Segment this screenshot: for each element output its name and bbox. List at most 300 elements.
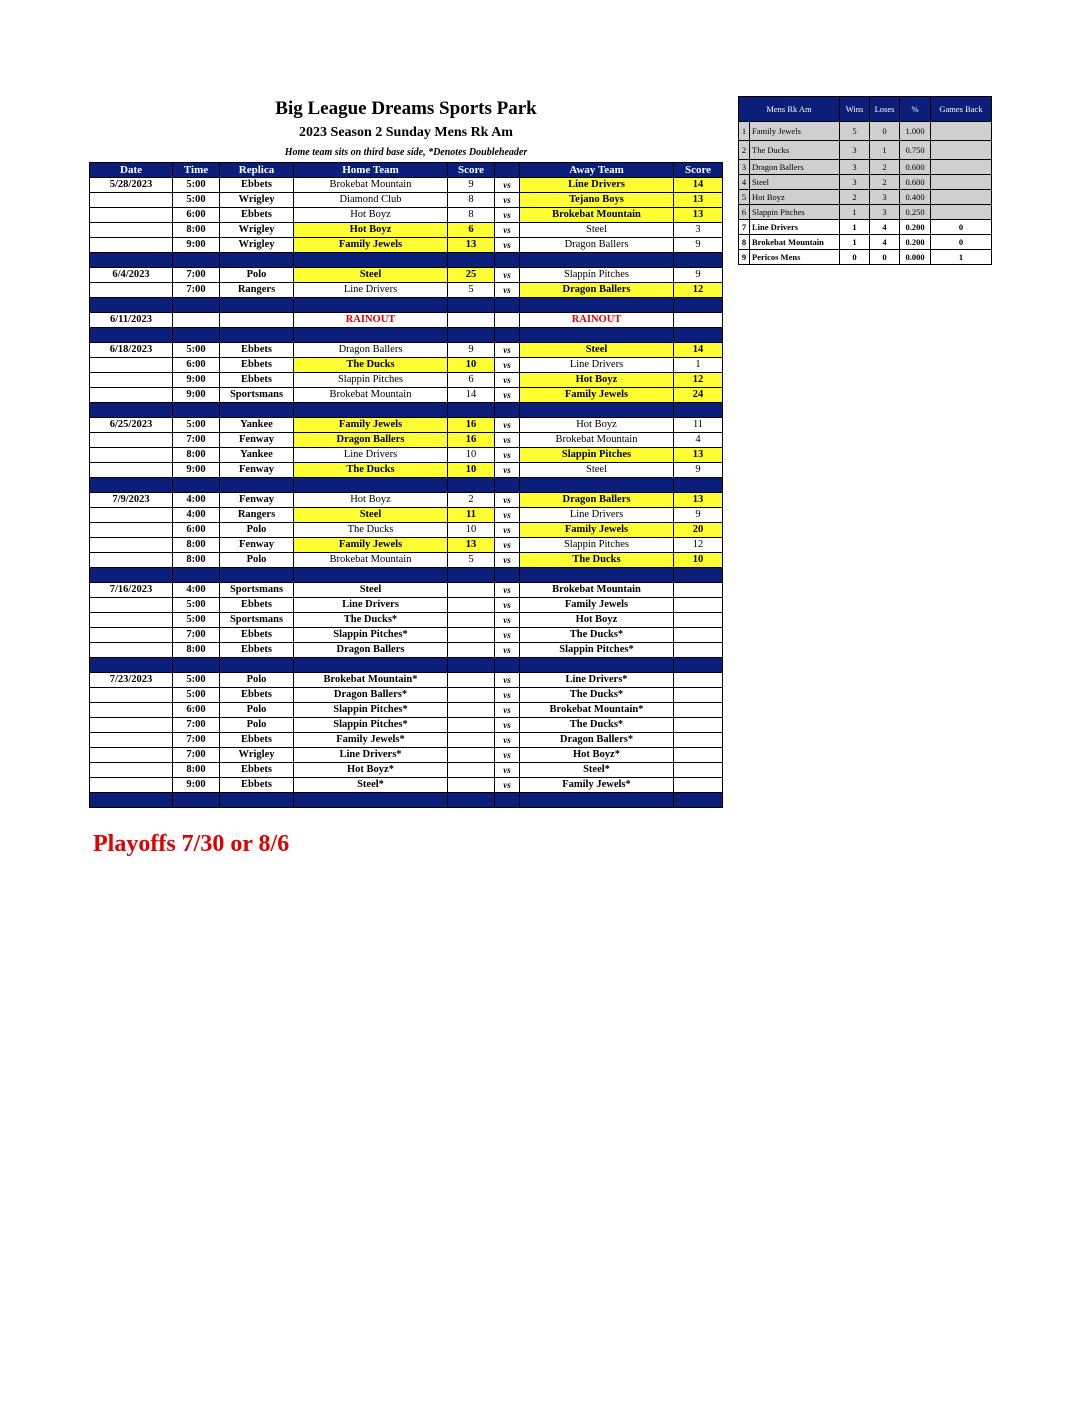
versus-label: vs xyxy=(495,718,520,733)
versus-label: vs xyxy=(495,238,520,253)
game-date xyxy=(90,598,173,613)
game-row xyxy=(90,703,723,718)
game-field: Ebbets xyxy=(220,178,294,193)
game-field: Fenway xyxy=(220,463,294,478)
game-date xyxy=(90,628,173,643)
game-row xyxy=(90,718,723,733)
away-score xyxy=(674,778,723,793)
game-time: 7:00 xyxy=(173,628,220,643)
standings-header-row xyxy=(739,97,992,122)
home-team: Hot Boyz xyxy=(294,208,448,223)
game-row xyxy=(90,673,723,688)
away-team: Hot Boyz xyxy=(520,373,674,388)
standings-losses: 0 xyxy=(870,250,900,265)
standings-column-header: Wins xyxy=(840,97,870,122)
standings-team: Hot Boyz xyxy=(750,190,840,205)
home-team: Slappin Pitches* xyxy=(294,718,448,733)
game-date xyxy=(90,763,173,778)
home-score: 6 xyxy=(448,373,495,388)
away-team: Brokebat Mountain* xyxy=(520,703,674,718)
away-score xyxy=(674,313,723,328)
standings-column-header: Games Back xyxy=(931,97,992,122)
standings-games-back xyxy=(931,205,992,220)
home-score: 10 xyxy=(448,463,495,478)
standings-rank: 9 xyxy=(739,250,750,265)
game-date: 7/9/2023 xyxy=(90,493,173,508)
schedule-note: Home team sits on third base side, *Denotes Doubleheader xyxy=(284,147,528,158)
home-score: 11 xyxy=(448,508,495,523)
standings-games-back: 0 xyxy=(931,235,992,250)
away-score: 4 xyxy=(674,433,723,448)
game-time: 5:00 xyxy=(173,343,220,358)
home-score: 6 xyxy=(448,223,495,238)
away-score xyxy=(674,598,723,613)
game-field: Polo xyxy=(220,268,294,283)
away-score: 9 xyxy=(674,508,723,523)
standings-team: Brokebat Mountain xyxy=(750,235,840,250)
game-date xyxy=(90,718,173,733)
home-score: 16 xyxy=(448,433,495,448)
game-row xyxy=(90,733,723,748)
away-score: 14 xyxy=(674,178,723,193)
game-field: Ebbets xyxy=(220,688,294,703)
standings-row xyxy=(739,141,992,160)
game-time: 8:00 xyxy=(173,223,220,238)
versus-label: vs xyxy=(495,208,520,223)
away-team: Brokebat Mountain xyxy=(520,583,674,598)
game-field: Ebbets xyxy=(220,358,294,373)
game-date xyxy=(90,223,173,238)
away-score: 13 xyxy=(674,208,723,223)
game-row xyxy=(90,178,723,193)
game-row xyxy=(90,448,723,463)
home-score: 2 xyxy=(448,493,495,508)
versus-label: vs xyxy=(495,523,520,538)
versus-label: vs xyxy=(495,448,520,463)
game-field: Polo xyxy=(220,553,294,568)
game-row xyxy=(90,238,723,253)
home-score xyxy=(448,583,495,598)
home-team: Family Jewels xyxy=(294,418,448,433)
standings-percent: 0.600 xyxy=(900,175,931,190)
away-team: RAINOUT xyxy=(520,313,674,328)
away-team: Line Drivers* xyxy=(520,673,674,688)
standings-row xyxy=(739,220,992,235)
schedule-table xyxy=(89,162,723,808)
home-score: 5 xyxy=(448,283,495,298)
game-field: Polo xyxy=(220,673,294,688)
standings-wins: 3 xyxy=(840,160,870,175)
home-team: Steel* xyxy=(294,778,448,793)
game-time: 8:00 xyxy=(173,643,220,658)
game-time: 4:00 xyxy=(173,508,220,523)
away-score: 13 xyxy=(674,448,723,463)
game-time: 7:00 xyxy=(173,733,220,748)
versus-label: vs xyxy=(495,688,520,703)
away-team: The Ducks* xyxy=(520,718,674,733)
standings-percent: 0.400 xyxy=(900,190,931,205)
home-score: 8 xyxy=(448,193,495,208)
standings-games-back: 0 xyxy=(931,220,992,235)
home-team: Line Drivers xyxy=(294,448,448,463)
standings-games-back xyxy=(931,141,992,160)
standings-percent: 0.250 xyxy=(900,205,931,220)
versus-label: vs xyxy=(495,673,520,688)
home-team: Steel xyxy=(294,508,448,523)
game-date: 6/18/2023 xyxy=(90,343,173,358)
standings-row xyxy=(739,160,992,175)
game-field: Polo xyxy=(220,718,294,733)
game-field: Polo xyxy=(220,703,294,718)
game-time: 7:00 xyxy=(173,433,220,448)
standings-team: Steel xyxy=(750,175,840,190)
standings-team: Family Jewels xyxy=(750,122,840,141)
away-team: Line Drivers xyxy=(520,358,674,373)
versus-label: vs xyxy=(495,193,520,208)
game-field: Fenway xyxy=(220,538,294,553)
week-separator xyxy=(90,478,723,493)
standings-team: Slappin Pitches xyxy=(750,205,840,220)
away-team: Family Jewels xyxy=(520,523,674,538)
versus-label: vs xyxy=(495,268,520,283)
standings-row xyxy=(739,175,992,190)
versus-label: vs xyxy=(495,508,520,523)
game-date: 7/16/2023 xyxy=(90,583,173,598)
versus-label: vs xyxy=(495,763,520,778)
standings-percent: 1.000 xyxy=(900,122,931,141)
standings-wins: 3 xyxy=(840,141,870,160)
versus-label: vs xyxy=(495,703,520,718)
game-field: Ebbets xyxy=(220,643,294,658)
standings-losses: 2 xyxy=(870,175,900,190)
game-date: 7/23/2023 xyxy=(90,673,173,688)
game-time: 6:00 xyxy=(173,523,220,538)
home-score xyxy=(448,733,495,748)
away-score: 13 xyxy=(674,193,723,208)
standings-wins: 1 xyxy=(840,220,870,235)
home-team: Dragon Ballers xyxy=(294,643,448,658)
away-team: Slappin Pitches xyxy=(520,538,674,553)
away-team: Line Drivers xyxy=(520,508,674,523)
versus-label: vs xyxy=(495,553,520,568)
game-row xyxy=(90,628,723,643)
away-score xyxy=(674,628,723,643)
home-team: Brokebat Mountain* xyxy=(294,673,448,688)
game-row xyxy=(90,538,723,553)
column-header: Time xyxy=(173,163,220,178)
versus-label: vs xyxy=(495,223,520,238)
game-date xyxy=(90,238,173,253)
away-team: Dragon Ballers xyxy=(520,238,674,253)
versus-label: vs xyxy=(495,418,520,433)
home-score: 13 xyxy=(448,238,495,253)
away-team: Line Drivers xyxy=(520,178,674,193)
home-score: 8 xyxy=(448,208,495,223)
column-header: Away Team xyxy=(520,163,674,178)
game-field: Ebbets xyxy=(220,733,294,748)
versus-label: vs xyxy=(495,373,520,388)
game-row xyxy=(90,343,723,358)
game-row xyxy=(90,358,723,373)
game-date xyxy=(90,613,173,628)
schedule-header-row xyxy=(90,163,723,178)
away-team: Steel xyxy=(520,463,674,478)
away-score: 12 xyxy=(674,373,723,388)
game-time: 9:00 xyxy=(173,463,220,478)
game-date xyxy=(90,463,173,478)
home-score: 25 xyxy=(448,268,495,283)
home-team: Line Drivers xyxy=(294,598,448,613)
game-row xyxy=(90,643,723,658)
game-time: 7:00 xyxy=(173,283,220,298)
away-score: 9 xyxy=(674,268,723,283)
game-field: Yankee xyxy=(220,448,294,463)
away-team: Family Jewels xyxy=(520,598,674,613)
week-separator xyxy=(90,253,723,268)
versus-label: vs xyxy=(495,643,520,658)
game-row xyxy=(90,508,723,523)
versus-label: vs xyxy=(495,358,520,373)
home-score: 9 xyxy=(448,343,495,358)
game-row xyxy=(90,433,723,448)
home-team: Hot Boyz xyxy=(294,493,448,508)
game-time: 5:00 xyxy=(173,193,220,208)
standings-losses: 4 xyxy=(870,220,900,235)
standings-losses: 2 xyxy=(870,160,900,175)
home-score: 10 xyxy=(448,523,495,538)
week-separator xyxy=(90,568,723,583)
game-field: Ebbets xyxy=(220,763,294,778)
home-team: Line Drivers* xyxy=(294,748,448,763)
standings-row xyxy=(739,235,992,250)
home-team: The Ducks xyxy=(294,358,448,373)
game-field: Fenway xyxy=(220,433,294,448)
game-time: 6:00 xyxy=(173,358,220,373)
standings-column-header: Loses xyxy=(870,97,900,122)
week-separator xyxy=(90,793,723,808)
standings-team: The Ducks xyxy=(750,141,840,160)
away-team: The Ducks xyxy=(520,553,674,568)
game-date xyxy=(90,748,173,763)
away-score: 9 xyxy=(674,463,723,478)
versus-label: vs xyxy=(495,463,520,478)
game-date xyxy=(90,388,173,403)
home-score xyxy=(448,598,495,613)
standings-rank: 7 xyxy=(739,220,750,235)
game-date xyxy=(90,508,173,523)
away-team: Brokebat Mountain xyxy=(520,433,674,448)
game-field: Fenway xyxy=(220,493,294,508)
home-score xyxy=(448,673,495,688)
versus-label: vs xyxy=(495,388,520,403)
standings-row xyxy=(739,122,992,141)
home-team: The Ducks xyxy=(294,463,448,478)
away-score xyxy=(674,703,723,718)
game-time: 8:00 xyxy=(173,538,220,553)
standings-percent: 0.200 xyxy=(900,220,931,235)
away-score xyxy=(674,583,723,598)
game-row xyxy=(90,688,723,703)
standings-percent: 0.200 xyxy=(900,235,931,250)
standings-losses: 4 xyxy=(870,235,900,250)
game-date xyxy=(90,523,173,538)
away-team: Steel xyxy=(520,223,674,238)
standings-division-header: Mens Rk Am xyxy=(739,97,840,122)
home-team: Dragon Ballers xyxy=(294,433,448,448)
home-team: Hot Boyz* xyxy=(294,763,448,778)
home-team: Line Drivers xyxy=(294,283,448,298)
game-time: 9:00 xyxy=(173,388,220,403)
home-team: The Ducks xyxy=(294,523,448,538)
game-field: Wrigley xyxy=(220,238,294,253)
week-separator xyxy=(90,403,723,418)
game-row xyxy=(90,208,723,223)
versus-label: vs xyxy=(495,493,520,508)
home-team: Dragon Ballers* xyxy=(294,688,448,703)
standings-wins: 3 xyxy=(840,175,870,190)
week-separator xyxy=(90,328,723,343)
home-score: 10 xyxy=(448,358,495,373)
game-time: 7:00 xyxy=(173,718,220,733)
season-subtitle: 2023 Season 2 Sunday Mens Rk Am xyxy=(299,125,513,140)
game-time: 7:00 xyxy=(173,268,220,283)
away-team: Slappin Pitches xyxy=(520,448,674,463)
away-team: Slappin Pitches xyxy=(520,268,674,283)
game-time: 6:00 xyxy=(173,208,220,223)
game-field: Ebbets xyxy=(220,373,294,388)
away-team: Brokebat Mountain xyxy=(520,208,674,223)
home-team: Family Jewels xyxy=(294,238,448,253)
away-score: 24 xyxy=(674,388,723,403)
standings-games-back xyxy=(931,122,992,141)
standings-losses: 3 xyxy=(870,190,900,205)
game-time: 5:00 xyxy=(173,613,220,628)
game-field: Rangers xyxy=(220,283,294,298)
versus-label: vs xyxy=(495,778,520,793)
game-time xyxy=(173,313,220,328)
game-date xyxy=(90,553,173,568)
standings-games-back xyxy=(931,190,992,205)
standings-row xyxy=(739,190,992,205)
game-field: Sportsmans xyxy=(220,583,294,598)
home-team: Dragon Ballers xyxy=(294,343,448,358)
home-score xyxy=(448,643,495,658)
game-row xyxy=(90,778,723,793)
game-row xyxy=(90,553,723,568)
standings-rank: 3 xyxy=(739,160,750,175)
game-row xyxy=(90,463,723,478)
game-date xyxy=(90,283,173,298)
game-date xyxy=(90,448,173,463)
away-score xyxy=(674,733,723,748)
standings-table xyxy=(738,96,992,265)
home-score: 5 xyxy=(448,553,495,568)
game-date xyxy=(90,193,173,208)
away-score xyxy=(674,748,723,763)
game-date xyxy=(90,538,173,553)
standings-losses: 0 xyxy=(870,122,900,141)
versus-label: vs xyxy=(495,628,520,643)
home-score: 14 xyxy=(448,388,495,403)
game-row xyxy=(90,493,723,508)
home-score: 9 xyxy=(448,178,495,193)
game-date xyxy=(90,733,173,748)
column-header: Score xyxy=(674,163,723,178)
game-row xyxy=(90,223,723,238)
game-row xyxy=(90,388,723,403)
game-row xyxy=(90,268,723,283)
game-row xyxy=(90,283,723,298)
standings-rank: 1 xyxy=(739,122,750,141)
game-row xyxy=(90,313,723,328)
game-time: 8:00 xyxy=(173,553,220,568)
standings-percent: 0.000 xyxy=(900,250,931,265)
away-team: Dragon Ballers xyxy=(520,283,674,298)
away-team: Steel xyxy=(520,343,674,358)
standings-column-header: % xyxy=(900,97,931,122)
game-field: Wrigley xyxy=(220,748,294,763)
away-team: Slappin Pitches* xyxy=(520,643,674,658)
home-team: RAINOUT xyxy=(294,313,448,328)
standings-team: Dragon Ballers xyxy=(750,160,840,175)
home-score: 10 xyxy=(448,448,495,463)
away-team: Dragon Ballers xyxy=(520,493,674,508)
game-time: 5:00 xyxy=(173,688,220,703)
game-date: 6/11/2023 xyxy=(90,313,173,328)
home-score xyxy=(448,763,495,778)
game-field: Ebbets xyxy=(220,628,294,643)
versus-label: vs xyxy=(495,733,520,748)
game-row xyxy=(90,373,723,388)
home-team: Hot Boyz xyxy=(294,223,448,238)
home-score xyxy=(448,313,495,328)
away-score: 10 xyxy=(674,553,723,568)
game-date xyxy=(90,208,173,223)
game-date xyxy=(90,358,173,373)
home-team: Family Jewels* xyxy=(294,733,448,748)
game-field: Sportsmans xyxy=(220,388,294,403)
home-team: Steel xyxy=(294,583,448,598)
game-date: 6/4/2023 xyxy=(90,268,173,283)
standings-wins: 0 xyxy=(840,250,870,265)
column-header: Score xyxy=(448,163,495,178)
versus-label: vs xyxy=(495,538,520,553)
column-header: Replica xyxy=(220,163,294,178)
standings-games-back xyxy=(931,175,992,190)
week-separator xyxy=(90,298,723,313)
away-score: 12 xyxy=(674,538,723,553)
game-field: Polo xyxy=(220,523,294,538)
game-time: 9:00 xyxy=(173,778,220,793)
versus-label: vs xyxy=(495,613,520,628)
standings-rank: 6 xyxy=(739,205,750,220)
game-row xyxy=(90,598,723,613)
versus-label: vs xyxy=(495,343,520,358)
standings-percent: 0.600 xyxy=(900,160,931,175)
standings-team: Line Drivers xyxy=(750,220,840,235)
away-team: Tejano Boys xyxy=(520,193,674,208)
game-time: 7:00 xyxy=(173,748,220,763)
column-header: Date xyxy=(90,163,173,178)
game-time: 4:00 xyxy=(173,583,220,598)
playoffs-notice: Playoffs 7/30 or 8/6 xyxy=(93,831,290,857)
away-score: 9 xyxy=(674,238,723,253)
away-score xyxy=(674,613,723,628)
game-field: Yankee xyxy=(220,418,294,433)
home-score xyxy=(448,778,495,793)
home-score xyxy=(448,703,495,718)
home-team: Brokebat Mountain xyxy=(294,553,448,568)
